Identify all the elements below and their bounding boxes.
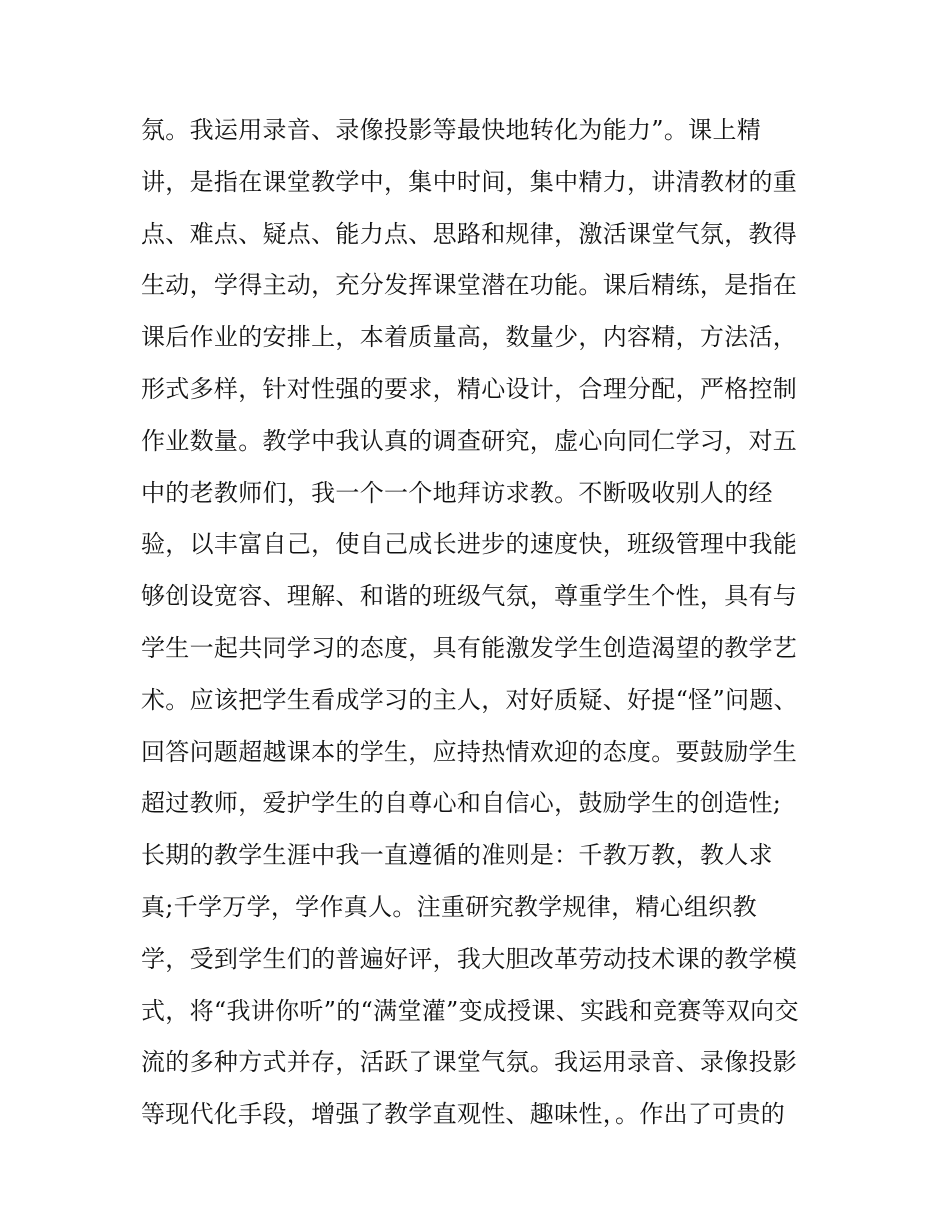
text-line: 学生一起共同学习的态度，具有能激发学生创造渴望的教学艺 [141,633,798,662]
text-line: 够创设宽容、理解、和谐的班级气氛，尊重学生个性，具有与 [141,582,798,611]
text-line: 形式多样，针对性强的要求，精心设计，合理分配，严格控制 [141,374,798,403]
text-line: 回答问题超越课本的学生，应持热情欢迎的态度。要鼓励学生 [141,737,798,766]
text-line: 生动，学得主动，充分发挥课堂潜在功能。课后精练，是指在 [141,271,798,300]
text-line: 点、难点、疑点、能力点、思路和规律，激活课堂气氛，教得 [141,219,798,248]
text-line: 等现代化手段，增强了教学直观性、趣味性，。作出了可贵的 [141,1100,786,1129]
text-line: 课后作业的安排上，本着质量高，数量少，内容精，方法活， [141,323,798,352]
text-line: 真;千学万学，学作真人。注重研究教学规律，精心组织教 [141,892,757,921]
text-line: 式，将“我讲你听”的“满堂灌”变成授课、实践和竞赛等双向交 [141,996,799,1025]
text-line: 氛。我运用录音、录像投影等最快地转化为能力”。课上精 [141,116,762,144]
text-line: 作业数量。教学中我认真的调查研究，虚心向同仁学习，对五 [141,426,798,455]
text-line: 讲，是指在课堂教学中，集中时间，集中精力，讲清教材的重 [141,167,798,196]
text-line: 中的老教师们，我一个一个地拜访求教。不断吸收别人的经 [141,478,773,507]
text-line: 学，受到学生们的普遍好评，我大胆改革劳动技术课的教学模 [141,944,798,973]
body-text [141,108,821,1144]
text-line: 流的多种方式并存，活跃了课堂气氛。我运用录音、录像投影 [141,1048,798,1077]
text-line: 长期的教学生涯中我一直遵循的准则是：千教万教，教人求 [141,841,773,870]
text-line: 术。应该把学生看成学习的主人，对好质疑、好提“怪”问题、 [141,685,798,714]
text-line: 验，以丰富自己，使自己成长进步的速度快，班级管理中我能 [141,530,798,559]
text-line: 超过教师，爱护学生的自尊心和自信心，鼓励学生的创造性; [141,789,782,818]
